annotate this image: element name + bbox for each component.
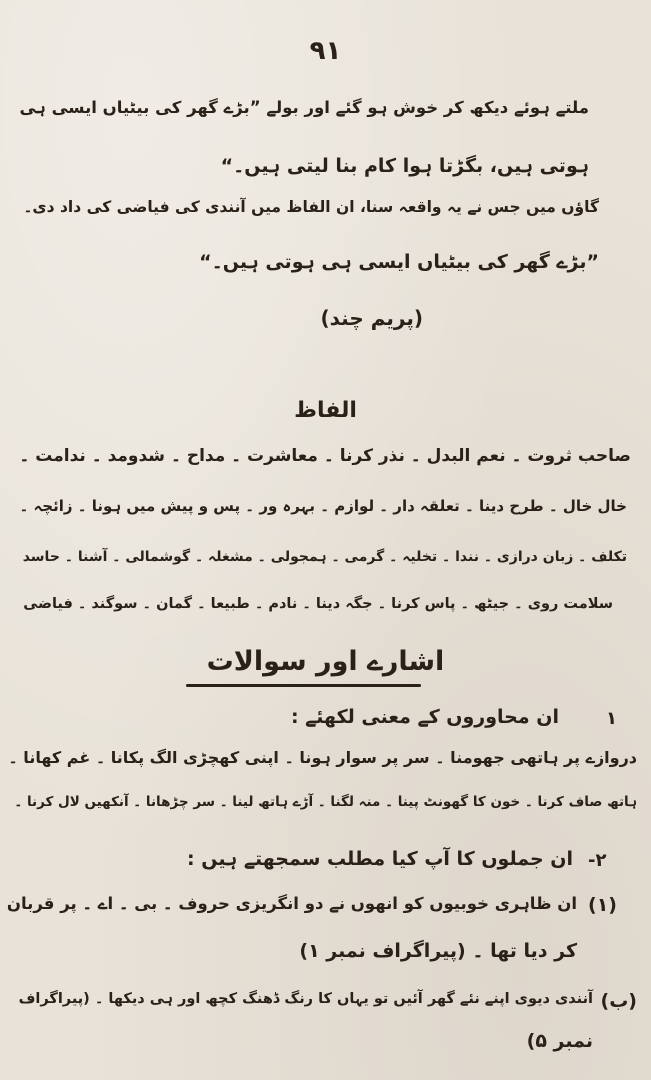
- story-line: ملتے ہوئے دیکھ کر خوش ہو گئے اور بولے ”بڑے گھر کی بیٹیاں ایسی ہی: [19, 98, 589, 117]
- item-label: (۱): [588, 894, 617, 916]
- heading-underline: [186, 684, 421, 687]
- story-line: ہوتی ہیں، بگڑتا ہوا کام بنا لیتی ہیں۔“: [220, 155, 589, 177]
- page-number: ۹۱: [309, 36, 342, 66]
- question-line: دروازے پر ہاتھی جھومنا ۔ سر پر سوار ہونا ۔ اپنی کھچڑی الگ پکانا ۔ غم کھانا ۔: [8, 748, 637, 767]
- story-line: ”بڑے گھر کی بیٹیاں ایسی ہی ہوتی ہیں۔“: [199, 251, 599, 273]
- question-line: ہاتھ صاف کرنا ۔ خون کا گھونٹ پینا ۔ منہ لگنا ۔ آڑے ہاتھ لینا ۔ سر چڑھانا ۔ آنکھیں لال کرنا ۔: [14, 794, 637, 810]
- item-line: آنندی دیوی اپنے نئے گھر آئیں تو یہاں کا رنگ ڈھنگ کچھ اور ہی دیکھا ۔ (پیراگراف: [18, 991, 593, 1007]
- question-prompt: ان جملوں کا آپ کیا مطلب سمجھتے ہیں :: [187, 848, 573, 870]
- item-line: ان ظاہری خوبیوں کو انھوں نے دو انگریزی حروف ۔ بی ۔ اے ۔ پر قربان: [6, 894, 577, 913]
- vocabulary-line: تکلف ۔ زبان درازی ۔ نندا ۔ تخلیہ ۔ گرمی ۔ ہمجولی ۔ مشغلہ ۔ گوشمالی ۔ آشنا ۔ حاسد: [22, 549, 627, 565]
- item-label: (ب): [600, 990, 637, 1012]
- author-credit: (پریم چند): [320, 306, 423, 330]
- story-line: گاؤں میں جس نے یہ واقعہ سنا، ان الفاظ میں آنندی کی فیاضی کی داد دی۔: [23, 198, 599, 216]
- vocabulary-heading: الفاظ: [294, 398, 357, 423]
- question-number: ۱: [606, 708, 617, 729]
- item-line: نمبر ۵): [526, 1030, 593, 1052]
- question-number: -۲: [588, 850, 607, 871]
- question-prompt: ان محاوروں کے معنی لکھئے :: [290, 706, 559, 728]
- item-line: کر دیا تھا ۔ (پیراگراف نمبر ۱): [299, 940, 577, 962]
- vocabulary-line: صاحب ثروت ۔ نعم البدل ۔ نذر کرنا ۔ معاشرت ۔ مداح ۔ شدومد ۔ ندامت ۔: [19, 446, 631, 466]
- vocabulary-line: سلامت روی ۔ جیٹھ ۔ پاس کرنا ۔ جگہ دینا ۔ نادم ۔ طبیعا ۔ گمان ۔ سوگند ۔ فیاضی: [23, 596, 613, 612]
- vocabulary-line: خال خال ۔ طرح دینا ۔ تعلقہ دار ۔ لوازم ۔ بہرہ ور ۔ پس و پیش میں ہونا ۔ زائچہ ۔: [19, 497, 627, 515]
- exercises-heading: اشارے اور سوالات: [206, 646, 445, 677]
